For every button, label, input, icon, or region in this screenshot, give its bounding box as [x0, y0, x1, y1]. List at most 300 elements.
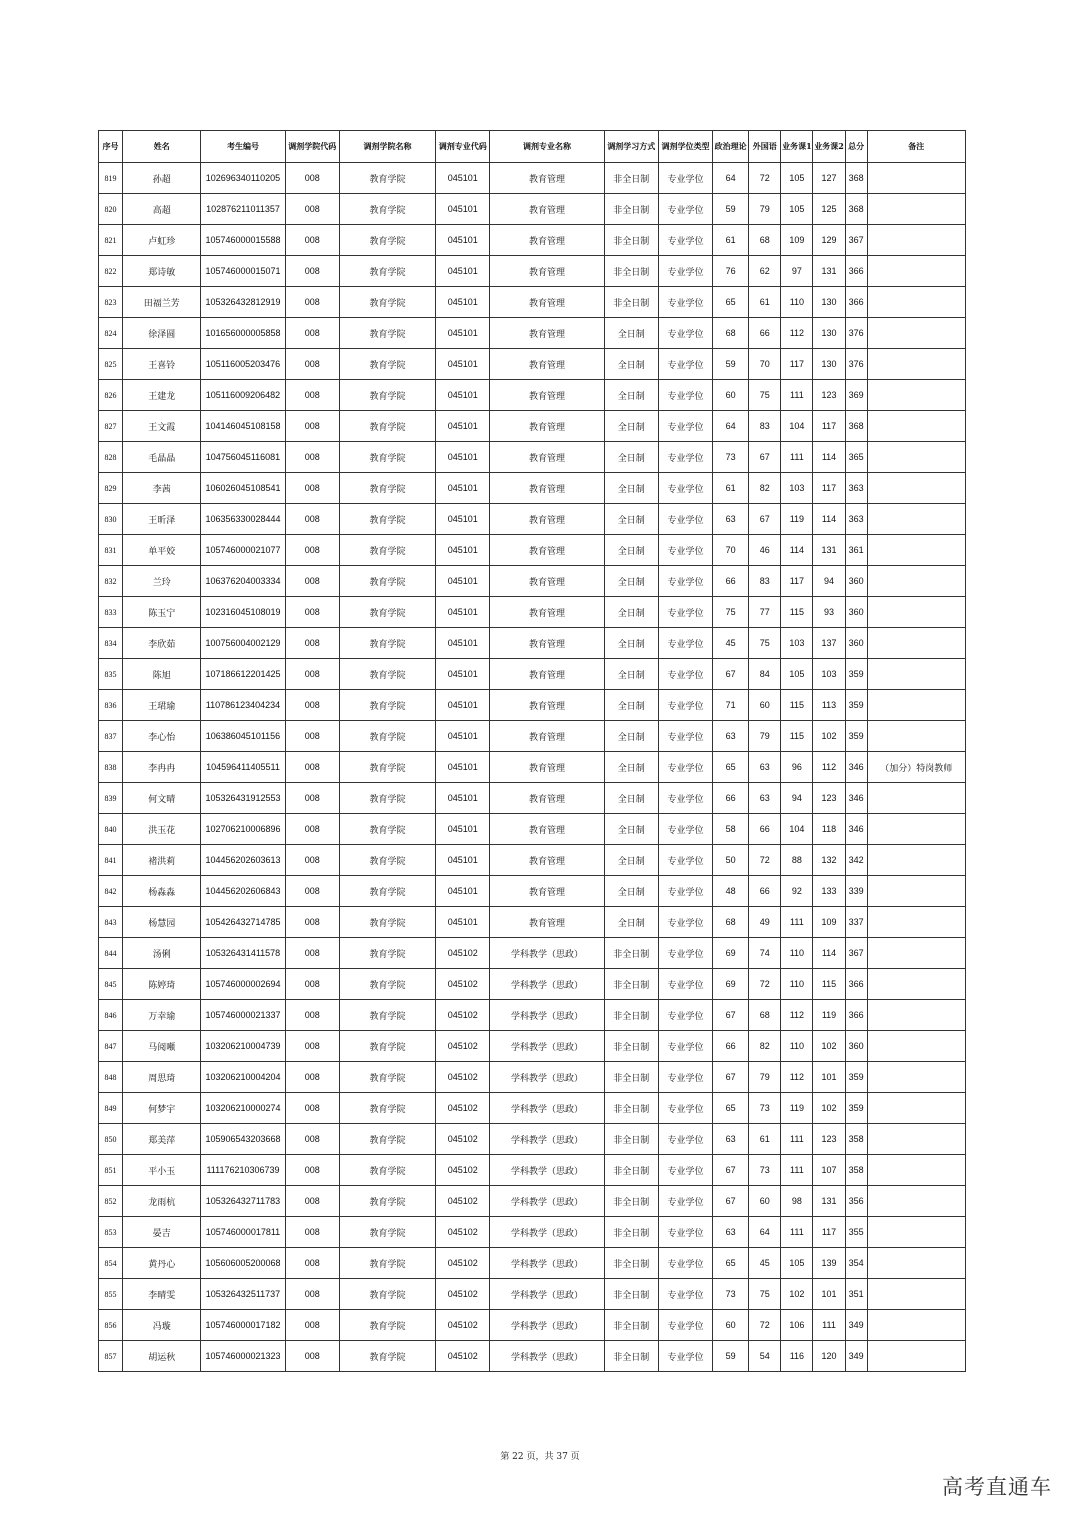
cell-major-code: 045101 — [436, 473, 490, 504]
cell-seq: 826 — [99, 380, 123, 411]
cell-major-name: 教育管理 — [490, 287, 604, 318]
cell-study-mode: 全日制 — [604, 721, 658, 752]
cell-major-code: 045101 — [436, 163, 490, 194]
cell-remarks — [867, 473, 965, 504]
cell-name: 晏吉 — [123, 1217, 201, 1248]
cell-subject-1: 105 — [781, 1248, 813, 1279]
admission-roster-table — [98, 130, 966, 1372]
cell-exam-id: 104146045108158 — [201, 411, 285, 442]
cell-major-name: 教育管理 — [490, 163, 604, 194]
cell-remarks — [867, 287, 965, 318]
cell-college-code: 008 — [285, 442, 339, 473]
table-row — [99, 225, 966, 256]
page-number-footer: 第 22 页，共 37 页 — [500, 1452, 580, 1462]
table-row — [99, 287, 966, 318]
cell-subject-1: 114 — [781, 535, 813, 566]
cell-subject-1: 102 — [781, 1279, 813, 1310]
cell-politics: 63 — [713, 721, 749, 752]
cell-degree-type: 专业学位 — [658, 194, 712, 225]
cell-remarks — [867, 628, 965, 659]
cell-politics: 61 — [713, 473, 749, 504]
cell-subject-2: 131 — [813, 256, 845, 287]
cell-foreign-language: 60 — [749, 690, 781, 721]
cell-exam-id: 103206210004739 — [201, 1031, 285, 1062]
cell-subject-1: 117 — [781, 566, 813, 597]
cell-politics: 76 — [713, 256, 749, 287]
cell-study-mode: 非全日制 — [604, 1279, 658, 1310]
cell-degree-type: 专业学位 — [658, 907, 712, 938]
cell-major-name: 教育管理 — [490, 752, 604, 783]
cell-subject-2: 109 — [813, 907, 845, 938]
cell-degree-type: 专业学位 — [658, 876, 712, 907]
cell-exam-id: 105906543203668 — [201, 1124, 285, 1155]
cell-college-name: 教育学院 — [339, 1217, 435, 1248]
cell-subject-1: 111 — [781, 1155, 813, 1186]
cell-seq: 851 — [99, 1155, 123, 1186]
cell-college-code: 008 — [285, 1341, 339, 1372]
cell-politics: 66 — [713, 566, 749, 597]
cell-college-name: 教育学院 — [339, 1031, 435, 1062]
cell-exam-id: 105326431411578 — [201, 938, 285, 969]
cell-total: 355 — [845, 1217, 867, 1248]
cell-remarks — [867, 380, 965, 411]
cell-degree-type: 专业学位 — [658, 1186, 712, 1217]
cell-foreign-language: 84 — [749, 659, 781, 690]
cell-name: 王建龙 — [123, 380, 201, 411]
cell-major-code: 045102 — [436, 1124, 490, 1155]
cell-name: 龙雨杭 — [123, 1186, 201, 1217]
cell-politics: 73 — [713, 442, 749, 473]
cell-remarks: （加分）特岗教师 — [867, 752, 965, 783]
cell-seq: 841 — [99, 845, 123, 876]
cell-subject-1: 105 — [781, 659, 813, 690]
cell-major-code: 045101 — [436, 225, 490, 256]
cell-exam-id: 105426432714785 — [201, 907, 285, 938]
cell-college-name: 教育学院 — [339, 566, 435, 597]
cell-name: 陈旭 — [123, 659, 201, 690]
cell-name: 洪玉花 — [123, 814, 201, 845]
cell-exam-id: 105326432812919 — [201, 287, 285, 318]
cell-college-code: 008 — [285, 1031, 339, 1062]
cell-college-name: 教育学院 — [339, 969, 435, 1000]
table-row — [99, 969, 966, 1000]
cell-foreign-language: 49 — [749, 907, 781, 938]
cell-study-mode: 全日制 — [604, 504, 658, 535]
cell-remarks — [867, 783, 965, 814]
cell-name: 陈玉宁 — [123, 597, 201, 628]
cell-foreign-language: 72 — [749, 163, 781, 194]
cell-major-name: 学科教学（思政） — [490, 1310, 604, 1341]
cell-major-code: 045101 — [436, 752, 490, 783]
cell-college-name: 教育学院 — [339, 845, 435, 876]
cell-study-mode: 全日制 — [604, 783, 658, 814]
cell-college-code: 008 — [285, 318, 339, 349]
cell-subject-2: 123 — [813, 1124, 845, 1155]
cell-politics: 63 — [713, 1124, 749, 1155]
cell-name: 周思琦 — [123, 1062, 201, 1093]
cell-seq: 833 — [99, 597, 123, 628]
table-row — [99, 1124, 966, 1155]
table-row — [99, 566, 966, 597]
cell-politics: 68 — [713, 907, 749, 938]
header-subject-2: 业务课2 — [813, 131, 845, 163]
cell-degree-type: 专业学位 — [658, 1217, 712, 1248]
cell-major-code: 045101 — [436, 380, 490, 411]
cell-major-name: 学科教学（思政） — [490, 1155, 604, 1186]
cell-study-mode: 非全日制 — [604, 1217, 658, 1248]
cell-politics: 71 — [713, 690, 749, 721]
cell-name: 王昕泽 — [123, 504, 201, 535]
cell-remarks — [867, 1341, 965, 1372]
cell-politics: 67 — [713, 1062, 749, 1093]
cell-remarks — [867, 349, 965, 380]
cell-major-code: 045102 — [436, 1217, 490, 1248]
table-row — [99, 721, 966, 752]
cell-major-name: 教育管理 — [490, 473, 604, 504]
cell-college-name: 教育学院 — [339, 535, 435, 566]
cell-major-code: 045101 — [436, 876, 490, 907]
cell-remarks — [867, 225, 965, 256]
cell-subject-2: 102 — [813, 721, 845, 752]
cell-subject-1: 111 — [781, 1124, 813, 1155]
cell-subject-1: 116 — [781, 1341, 813, 1372]
cell-seq: 855 — [99, 1279, 123, 1310]
cell-degree-type: 专业学位 — [658, 1124, 712, 1155]
cell-subject-1: 98 — [781, 1186, 813, 1217]
cell-college-code: 008 — [285, 1310, 339, 1341]
cell-foreign-language: 66 — [749, 318, 781, 349]
cell-politics: 65 — [713, 1248, 749, 1279]
cell-foreign-language: 61 — [749, 1124, 781, 1155]
cell-foreign-language: 72 — [749, 1310, 781, 1341]
table-row — [99, 535, 966, 566]
header-foreign-language: 外国语 — [749, 131, 781, 163]
cell-foreign-language: 63 — [749, 783, 781, 814]
cell-total: 354 — [845, 1248, 867, 1279]
cell-total: 376 — [845, 318, 867, 349]
cell-study-mode: 全日制 — [604, 845, 658, 876]
cell-college-name: 教育学院 — [339, 876, 435, 907]
cell-name: 王喜铃 — [123, 349, 201, 380]
cell-name: 陈婷琦 — [123, 969, 201, 1000]
cell-subject-2: 130 — [813, 318, 845, 349]
cell-total: 349 — [845, 1310, 867, 1341]
cell-exam-id: 105746000021323 — [201, 1341, 285, 1372]
cell-study-mode: 全日制 — [604, 566, 658, 597]
cell-seq: 821 — [99, 225, 123, 256]
cell-subject-1: 97 — [781, 256, 813, 287]
cell-major-name: 教育管理 — [490, 597, 604, 628]
cell-college-name: 教育学院 — [339, 256, 435, 287]
cell-foreign-language: 79 — [749, 194, 781, 225]
cell-exam-id: 105746000021337 — [201, 1000, 285, 1031]
cell-subject-1: 110 — [781, 287, 813, 318]
cell-exam-id: 105746000017811 — [201, 1217, 285, 1248]
cell-remarks — [867, 411, 965, 442]
cell-name: 王珺瑜 — [123, 690, 201, 721]
cell-exam-id: 102706210006896 — [201, 814, 285, 845]
table-row — [99, 504, 966, 535]
cell-seq: 838 — [99, 752, 123, 783]
cell-degree-type: 专业学位 — [658, 1031, 712, 1062]
cell-exam-id: 101656000005858 — [201, 318, 285, 349]
cell-foreign-language: 68 — [749, 225, 781, 256]
cell-major-name: 教育管理 — [490, 442, 604, 473]
cell-seq: 854 — [99, 1248, 123, 1279]
cell-name: 卢虹珍 — [123, 225, 201, 256]
cell-subject-2: 118 — [813, 814, 845, 845]
cell-degree-type: 专业学位 — [658, 1341, 712, 1372]
cell-degree-type: 专业学位 — [658, 597, 712, 628]
cell-degree-type: 专业学位 — [658, 845, 712, 876]
cell-total: 359 — [845, 721, 867, 752]
cell-exam-id: 100756004002129 — [201, 628, 285, 659]
header-major-code: 调剂专业代码 — [436, 131, 490, 163]
cell-college-code: 008 — [285, 783, 339, 814]
cell-major-code: 045101 — [436, 628, 490, 659]
cell-politics: 67 — [713, 659, 749, 690]
table-row — [99, 628, 966, 659]
cell-subject-2: 114 — [813, 938, 845, 969]
cell-study-mode: 非全日制 — [604, 225, 658, 256]
cell-exam-id: 107186612201425 — [201, 659, 285, 690]
cell-major-name: 教育管理 — [490, 814, 604, 845]
cell-politics: 65 — [713, 752, 749, 783]
cell-college-name: 教育学院 — [339, 1310, 435, 1341]
cell-subject-1: 96 — [781, 752, 813, 783]
cell-politics: 68 — [713, 318, 749, 349]
cell-study-mode: 全日制 — [604, 349, 658, 380]
cell-subject-1: 111 — [781, 1217, 813, 1248]
cell-study-mode: 非全日制 — [604, 1031, 658, 1062]
cell-seq: 825 — [99, 349, 123, 380]
cell-foreign-language: 70 — [749, 349, 781, 380]
cell-remarks — [867, 535, 965, 566]
cell-seq: 832 — [99, 566, 123, 597]
cell-subject-2: 103 — [813, 659, 845, 690]
cell-seq: 829 — [99, 473, 123, 504]
table-header-row — [99, 131, 966, 163]
cell-foreign-language: 63 — [749, 752, 781, 783]
cell-subject-1: 112 — [781, 318, 813, 349]
cell-exam-id: 106376204003334 — [201, 566, 285, 597]
cell-exam-id: 105746000021077 — [201, 535, 285, 566]
cell-major-name: 学科教学（思政） — [490, 1000, 604, 1031]
table-row — [99, 411, 966, 442]
cell-remarks — [867, 1155, 965, 1186]
cell-name: 兰玲 — [123, 566, 201, 597]
cell-exam-id: 103206210004204 — [201, 1062, 285, 1093]
cell-seq: 831 — [99, 535, 123, 566]
cell-total: 339 — [845, 876, 867, 907]
header-remarks: 备注 — [867, 131, 965, 163]
cell-college-name: 教育学院 — [339, 1124, 435, 1155]
cell-major-name: 教育管理 — [490, 380, 604, 411]
cell-name: 胡运秋 — [123, 1341, 201, 1372]
table-row — [99, 597, 966, 628]
cell-exam-id: 102696340110205 — [201, 163, 285, 194]
cell-college-code: 008 — [285, 1124, 339, 1155]
cell-total: 359 — [845, 659, 867, 690]
cell-subject-1: 105 — [781, 194, 813, 225]
cell-major-name: 学科教学（思政） — [490, 1031, 604, 1062]
cell-degree-type: 专业学位 — [658, 380, 712, 411]
cell-college-name: 教育学院 — [339, 225, 435, 256]
cell-college-name: 教育学院 — [339, 163, 435, 194]
cell-subject-2: 130 — [813, 349, 845, 380]
cell-degree-type: 专业学位 — [658, 256, 712, 287]
cell-college-code: 008 — [285, 1248, 339, 1279]
cell-foreign-language: 82 — [749, 473, 781, 504]
cell-name: 郑美萍 — [123, 1124, 201, 1155]
cell-subject-1: 94 — [781, 783, 813, 814]
table-row — [99, 907, 966, 938]
cell-college-name: 教育学院 — [339, 783, 435, 814]
cell-seq: 848 — [99, 1062, 123, 1093]
header-name: 姓名 — [123, 131, 201, 163]
cell-major-code: 045102 — [436, 1062, 490, 1093]
cell-study-mode: 非全日制 — [604, 1124, 658, 1155]
header-study-mode: 调剂学习方式 — [604, 131, 658, 163]
cell-major-name: 教育管理 — [490, 876, 604, 907]
cell-college-name: 教育学院 — [339, 1000, 435, 1031]
cell-remarks — [867, 659, 965, 690]
cell-exam-id: 106356330028444 — [201, 504, 285, 535]
cell-study-mode: 非全日制 — [604, 1000, 658, 1031]
table-row — [99, 1000, 966, 1031]
table-row — [99, 256, 966, 287]
cell-seq: 822 — [99, 256, 123, 287]
cell-remarks — [867, 566, 965, 597]
cell-college-code: 008 — [285, 194, 339, 225]
cell-foreign-language: 66 — [749, 814, 781, 845]
cell-major-code: 045102 — [436, 1186, 490, 1217]
cell-major-code: 045101 — [436, 814, 490, 845]
cell-college-name: 教育学院 — [339, 814, 435, 845]
cell-politics: 69 — [713, 969, 749, 1000]
cell-total: 368 — [845, 194, 867, 225]
cell-degree-type: 专业学位 — [658, 1310, 712, 1341]
cell-degree-type: 专业学位 — [658, 1000, 712, 1031]
cell-study-mode: 非全日制 — [604, 938, 658, 969]
cell-subject-2: 120 — [813, 1341, 845, 1372]
cell-foreign-language: 77 — [749, 597, 781, 628]
cell-subject-1: 103 — [781, 473, 813, 504]
cell-politics: 45 — [713, 628, 749, 659]
cell-remarks — [867, 442, 965, 473]
header-subject-1: 业务课1 — [781, 131, 813, 163]
header-major-name: 调剂专业名称 — [490, 131, 604, 163]
cell-major-code: 045101 — [436, 287, 490, 318]
cell-politics: 75 — [713, 597, 749, 628]
table-row — [99, 1217, 966, 1248]
cell-college-name: 教育学院 — [339, 1341, 435, 1372]
cell-major-name: 教育管理 — [490, 256, 604, 287]
cell-study-mode: 全日制 — [604, 659, 658, 690]
cell-subject-2: 139 — [813, 1248, 845, 1279]
cell-college-code: 008 — [285, 535, 339, 566]
cell-subject-2: 111 — [813, 1310, 845, 1341]
cell-foreign-language: 79 — [749, 1062, 781, 1093]
cell-foreign-language: 61 — [749, 287, 781, 318]
table-row — [99, 380, 966, 411]
cell-major-code: 045102 — [436, 1031, 490, 1062]
cell-remarks — [867, 194, 965, 225]
cell-seq: 844 — [99, 938, 123, 969]
cell-seq: 847 — [99, 1031, 123, 1062]
cell-major-name: 学科教学（思政） — [490, 969, 604, 1000]
cell-remarks — [867, 969, 965, 1000]
cell-subject-1: 110 — [781, 969, 813, 1000]
cell-remarks — [867, 1248, 965, 1279]
cell-seq: 837 — [99, 721, 123, 752]
cell-subject-2: 125 — [813, 194, 845, 225]
cell-name: 毛晶晶 — [123, 442, 201, 473]
cell-college-code: 008 — [285, 380, 339, 411]
cell-total: 363 — [845, 473, 867, 504]
cell-degree-type: 专业学位 — [658, 1093, 712, 1124]
cell-remarks — [867, 1310, 965, 1341]
cell-foreign-language: 75 — [749, 380, 781, 411]
cell-name: 李心怡 — [123, 721, 201, 752]
table-row — [99, 752, 966, 783]
cell-subject-1: 119 — [781, 504, 813, 535]
cell-college-name: 教育学院 — [339, 938, 435, 969]
cell-subject-1: 111 — [781, 907, 813, 938]
table-row — [99, 1093, 966, 1124]
cell-major-name: 学科教学（思政） — [490, 1341, 604, 1372]
cell-remarks — [867, 690, 965, 721]
cell-remarks — [867, 1124, 965, 1155]
cell-name: 李茜 — [123, 473, 201, 504]
cell-college-name: 教育学院 — [339, 907, 435, 938]
cell-remarks — [867, 318, 965, 349]
cell-degree-type: 专业学位 — [658, 566, 712, 597]
cell-politics: 66 — [713, 783, 749, 814]
cell-exam-id: 111176210306739 — [201, 1155, 285, 1186]
cell-degree-type: 专业学位 — [658, 721, 712, 752]
cell-college-code: 008 — [285, 349, 339, 380]
cell-subject-1: 88 — [781, 845, 813, 876]
cell-name: 田福兰芳 — [123, 287, 201, 318]
cell-college-name: 教育学院 — [339, 628, 435, 659]
cell-subject-2: 133 — [813, 876, 845, 907]
header-college-name: 调剂学院名称 — [339, 131, 435, 163]
table-row — [99, 845, 966, 876]
cell-politics: 67 — [713, 1186, 749, 1217]
cell-degree-type: 专业学位 — [658, 1062, 712, 1093]
cell-name: 郑诗敏 — [123, 256, 201, 287]
cell-degree-type: 专业学位 — [658, 1248, 712, 1279]
cell-college-name: 教育学院 — [339, 287, 435, 318]
table-row — [99, 876, 966, 907]
table-row — [99, 783, 966, 814]
cell-seq: 846 — [99, 1000, 123, 1031]
cell-name: 汤俐 — [123, 938, 201, 969]
cell-study-mode: 非全日制 — [604, 1248, 658, 1279]
cell-major-code: 045101 — [436, 907, 490, 938]
table-row — [99, 690, 966, 721]
cell-remarks — [867, 1279, 965, 1310]
table-row — [99, 318, 966, 349]
cell-remarks — [867, 1186, 965, 1217]
cell-name: 褚洪莉 — [123, 845, 201, 876]
cell-degree-type: 专业学位 — [658, 814, 712, 845]
table-row — [99, 1310, 966, 1341]
cell-subject-2: 93 — [813, 597, 845, 628]
cell-total: 368 — [845, 411, 867, 442]
cell-major-code: 045101 — [436, 535, 490, 566]
